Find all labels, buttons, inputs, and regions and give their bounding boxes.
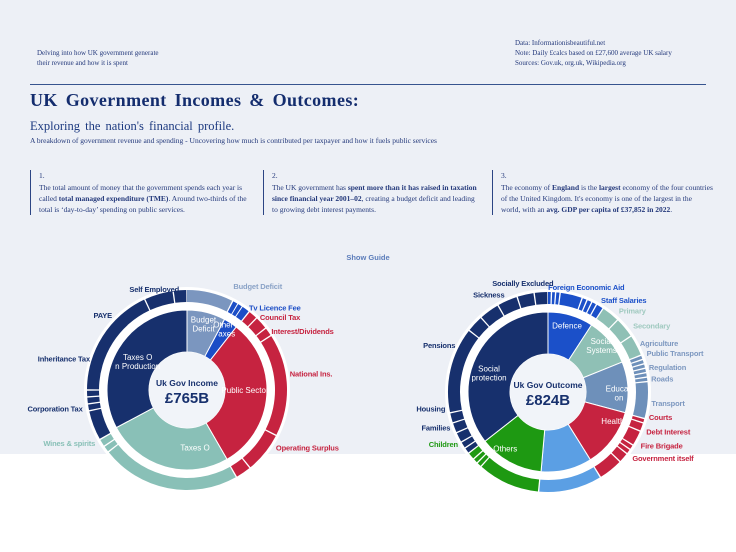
chart-callout-label: Secondary <box>633 321 671 331</box>
note-run: avg. GDP per capita of £37,852 in 2022 <box>546 205 671 214</box>
note-text <box>272 183 477 214</box>
chart-callout-label: Courts <box>648 413 673 423</box>
uk-gov-income-svg <box>27 230 347 550</box>
note-number: 1. <box>39 171 45 180</box>
show-guide-button[interactable]: Show Guide <box>346 253 390 262</box>
outer-ring-segment[interactable] <box>535 292 548 305</box>
note-run: The economy of <box>501 183 553 192</box>
chart-callout-label: Fire Brigade <box>640 441 683 451</box>
note-run: spent more than it has raised in taxation since financial year 2001–02 <box>272 183 477 203</box>
outer-ring-segment[interactable] <box>87 391 99 397</box>
meta-sources: Sources: Gov.uk, org.uk, Wikipedia.org <box>515 59 626 67</box>
note-run: total managed expenditure (TME) <box>58 194 169 203</box>
segment-label: Educati on <box>605 384 633 403</box>
chart-callout-label: Children <box>428 440 458 449</box>
chart-callout-label: Wines & spirits <box>43 439 96 448</box>
chart-center-value: £765B <box>164 390 210 407</box>
note-block-1 <box>30 170 247 215</box>
meta-data-source: Data: Informationisbeautiful.net <box>515 39 606 47</box>
segment-label: Taxes O <box>180 443 210 453</box>
chart-callout-label: PAYE <box>93 311 113 321</box>
chart-callout-label: Socially Excluded <box>492 278 554 288</box>
outcome-sunburst-chart[interactable] <box>388 232 708 552</box>
header-tagline <box>37 48 159 68</box>
note-text <box>501 183 713 214</box>
chart-callout-label: Self Employed <box>129 285 180 295</box>
chart-callout-label: Sickness <box>473 290 505 300</box>
chart-callout-label: Debt Interest <box>646 427 691 437</box>
page-title: UK Government Incomes & Outcomes: <box>30 90 360 110</box>
page-description: A breakdown of government revenue and spending - Uncovering how much is contributed per taxpayer and how it fuels public services <box>30 136 437 145</box>
note-run: is the <box>579 183 599 192</box>
uk-gov-outcome-svg <box>388 232 708 552</box>
note-run: economy of the four countries of the United Kingdom. It's economy is one of the largest in the world, with an <box>501 183 713 214</box>
note-text <box>39 183 247 214</box>
chart-callout-label: Regulation <box>648 362 687 372</box>
chart-callout-label: Staff Salaries <box>601 296 647 306</box>
chart-callout-label: Primary <box>618 306 646 316</box>
chart-callout-label: Inheritance Tax <box>37 354 90 364</box>
note-run: largest <box>598 183 621 192</box>
segment-label: Public Sector <box>221 386 269 395</box>
tagline-line2: their revenue and how it is spent <box>37 59 128 67</box>
note-block-3 <box>492 170 713 215</box>
chart-callout-label: Operating Surplus <box>275 443 339 453</box>
note-block-2 <box>263 170 477 215</box>
chart-callout-label: Families <box>421 423 451 433</box>
note-run: The total amount of money that the government spends each year is called <box>39 183 243 203</box>
segment-label: Budget Deficit <box>190 315 217 334</box>
note-run: . Around two-thirds of the total is ‘day-to-day’ spending on public services. <box>39 194 247 214</box>
header-divider <box>30 84 706 85</box>
segment-label: Others <box>493 444 518 454</box>
note-run: England <box>552 183 580 192</box>
chart-callout-label: Housing <box>416 404 446 414</box>
chart-callout-label: Foreign Economic Aid <box>548 282 625 292</box>
chart-callout-label: Tv Licence Fee <box>248 303 301 313</box>
note-run: The UK government has <box>272 183 348 192</box>
segment-label: Social Systems <box>586 336 617 355</box>
note-run: , creating a budget deficit and leading to growing debt interest payments. <box>272 194 475 214</box>
income-sunburst-chart[interactable] <box>27 230 347 550</box>
meta-note: Note: Daily £calcs based on £27,600 average UK salary <box>515 49 672 57</box>
chart-center-title: Uk Gov Income <box>156 378 218 388</box>
chart-callout-label: Council Tax <box>259 313 301 323</box>
chart-center-title: Uk Gov Outcome <box>513 380 583 390</box>
header-meta <box>515 38 672 68</box>
tagline-line1: Delving into how UK government generate <box>37 49 159 57</box>
chart-callout-label: Roads <box>651 374 674 384</box>
chart-center-value: £824B <box>525 392 571 409</box>
segment-label: Health <box>601 416 625 426</box>
chart-callout-label: National Ins. <box>289 369 333 379</box>
note-number: 2. <box>272 171 278 180</box>
page-subtitle: Exploring the nation's financial profile. <box>30 119 235 133</box>
chart-callout-label: Interest/Dividends <box>271 326 334 336</box>
chart-callout-label: Pensions <box>423 340 456 350</box>
segment-label: Defence <box>552 321 582 331</box>
note-number: 3. <box>501 171 507 180</box>
segment-label: Social protection <box>471 364 507 383</box>
chart-callout-label: Public Transport <box>646 349 704 359</box>
chart-callout-label: Transport <box>651 398 685 408</box>
chart-callout-label: Corporation Tax <box>27 404 83 414</box>
chart-callout-label: Budget Deficit <box>233 281 283 291</box>
segment-label: Taxes O n Production <box>115 353 161 371</box>
chart-callout-label: Agriculture <box>639 339 679 349</box>
segment-label: Other T axes <box>213 320 241 339</box>
note-run: . <box>670 205 673 214</box>
chart-callout-label: Government itself <box>632 453 694 463</box>
outer-ring-segment[interactable] <box>548 292 551 304</box>
